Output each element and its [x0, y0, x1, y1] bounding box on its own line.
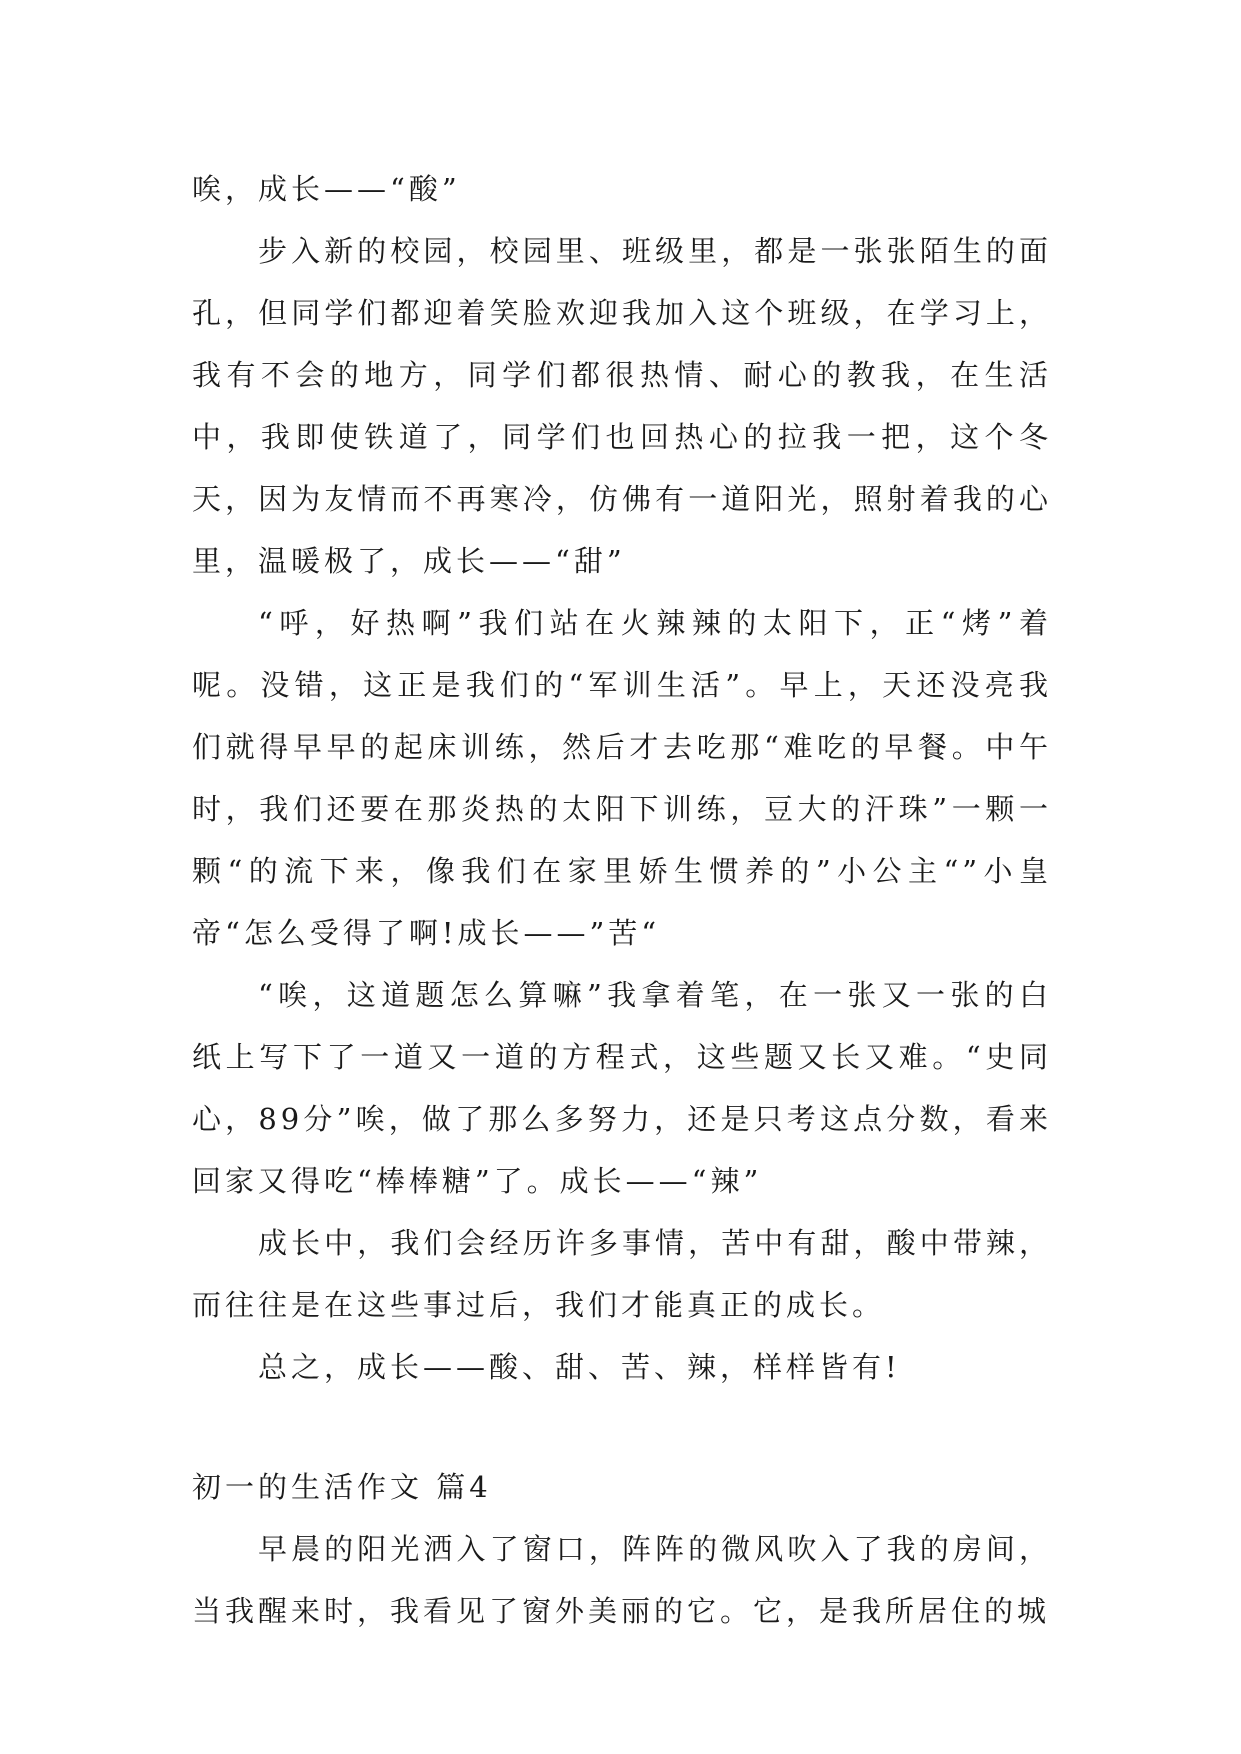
paragraph-1: 步入新的校园，校园里、班级里，都是一张张陌生的面孔，但同学们都迎着笑脸欢迎我加入这个班级，在学习上，我有不会的地方，同学们都很热情、耐心的教我，在生活中，我即使铁道了，同学们也回热心的拉我一把，这个冬天，因为友情而不再寒冷，仿佛有一道阳光，照射着我的心里，温暖极了，成长——“甜”: [192, 234, 1052, 578]
paragraph-0: 唉，成长——“酸”: [192, 172, 461, 206]
paragraph-4: 成长中，我们会经历许多事情，苦中有甜，酸中带辣，而往往是在这些事过后，我们才能真正的成长。: [192, 1226, 1052, 1322]
paragraph-3: “唉，这道题怎么算嘛”我拿着笔，在一张又一张的白纸上写下了一道又一道的方程式，这些题又长又难。“史同心，89分”唉，做了那么多努力，还是只考这点分数，看来回家又得吃“棒棒糖”了。成长——“辣”: [192, 978, 1052, 1198]
paragraph-6: 早晨的阳光洒入了窗口，阵阵的微风吹入了我的房间，当我醒来时，我看见了窗外美丽的它。它，是我所居住的城: [192, 1532, 1052, 1628]
section-title: 初一的生活作文 篇4: [192, 1470, 492, 1504]
section-gap: [192, 1398, 1052, 1456]
paragraph-2: “呼，好热啊”我们站在火辣辣的太阳下，正“烤”着呢。没错，这正是我们的“军训生活”。早上，天还没亮我们就得早早的起床训练，然后才去吃那“难吃的早餐。中午时，我们还要在那炎热的太阳下训练，豆大的汗珠”一颗一颗“的流下来，像我们在家里娇生惯养的”小公主“”小皇帝“怎么受得了啊!成长——”苦“: [192, 606, 1052, 950]
paragraph-5: 总之，成长——酸、甜、苦、辣，样样皆有!: [258, 1350, 901, 1384]
document-body: [192, 158, 1052, 1642]
